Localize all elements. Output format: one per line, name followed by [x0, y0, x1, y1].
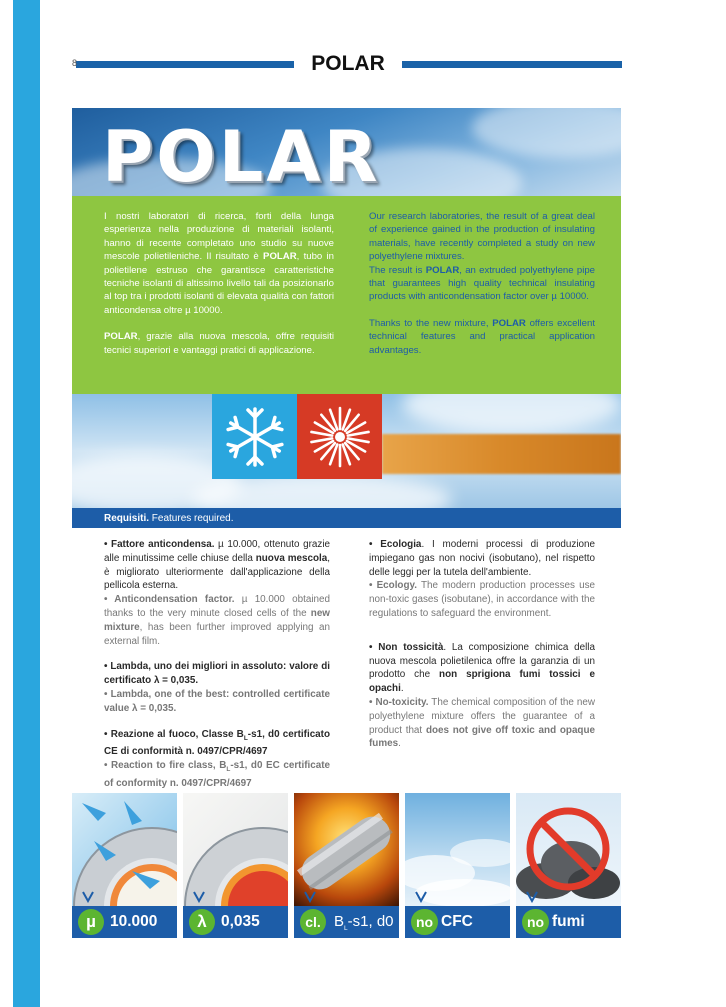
- feature-emphasis: nuova mescola: [255, 552, 328, 564]
- feature-text: µ 10.000 obtained thanks to the very minute closed cells of the: [104, 594, 331, 619]
- no-badge: no: [411, 909, 438, 935]
- tile-value-text: B: [334, 913, 345, 930]
- tile-caption: [294, 906, 399, 938]
- feature-heading: • Ecology.: [369, 580, 418, 592]
- requirements-title-it: Requisiti.: [104, 513, 150, 524]
- chevron-down-icon: [81, 889, 95, 903]
- brand-name: POLAR: [263, 251, 297, 263]
- page-title: POLAR: [311, 52, 385, 75]
- feature-heading: • Non tossicità: [369, 641, 444, 653]
- feature-heading: • Anticondensation factor.: [104, 594, 235, 606]
- feature-text: • Reaction to fire class, B: [104, 760, 227, 772]
- tile-value: 0,035: [221, 913, 260, 930]
- features-right-column: [369, 538, 595, 763]
- intro-it-line: nuove mescole polietileniche. Il risultato è: [104, 237, 334, 263]
- feature-tiles: [72, 793, 621, 938]
- tile-lambda: [183, 793, 288, 938]
- intro-en-text: The result is: [369, 264, 426, 276]
- feature-text: The chemical composition of the new polyethylene mixture offers the guarantee of a product that: [369, 696, 595, 736]
- intro-en-text: Thanks to the new mixture,: [369, 317, 493, 329]
- intro-panel: [72, 196, 621, 394]
- feature-no-toxicity: [369, 641, 595, 751]
- tile-caption: [405, 906, 510, 938]
- requirements-title-en: Features required.: [149, 513, 234, 524]
- feature-text: .: [398, 738, 401, 750]
- tile-value: fumi: [552, 913, 585, 930]
- intro-en-text: , an extruded polyethylene pipe that guarantees high quality technical insulating products with anticondensation factor over µ 10000.: [369, 264, 595, 303]
- subscript: L: [344, 925, 348, 932]
- intro-it-line: hanno di recente completato uno studio su: [104, 237, 303, 249]
- tile-no-cfc: [405, 793, 510, 938]
- class-badge: cl.: [300, 909, 326, 935]
- tile-value-text: -s1, d0: [347, 913, 394, 930]
- tile-value: [334, 906, 394, 945]
- feature-text: The modern production processes use non-toxic gases (isobutane), in accordance with the regulations to safeguard the environment.: [369, 580, 595, 619]
- tile-value: 10.000: [110, 913, 158, 930]
- intro-english: [369, 210, 595, 370]
- tile-caption: [72, 906, 177, 938]
- feature-lambda: [104, 660, 330, 715]
- polar-logo: POLAR: [102, 116, 381, 196]
- sky-image-band: [72, 394, 621, 508]
- chevron-down-icon: [414, 889, 428, 903]
- brand-name: POLAR: [425, 264, 460, 276]
- feature-emphasis: does not give off toxic and opaque fumes: [369, 724, 595, 750]
- features-left-column: [104, 538, 330, 803]
- tile-anticondensation: [72, 793, 177, 938]
- intro-it-line: esperienza nella produzione di materiali isolanti,: [104, 224, 334, 236]
- intro-en-text: Our research laboratories, the result of a great deal of experience gained in the production of insulating materials, have recently completed a study on new polyethylene mixtures.: [369, 211, 595, 263]
- chevron-down-icon: [525, 889, 539, 903]
- tile-caption: [516, 906, 621, 938]
- intro-it-line: I nostri laboratori di ricerca, forti della lunga: [104, 211, 334, 222]
- mu-badge: µ: [78, 909, 104, 935]
- tile-value: CFC: [441, 913, 473, 930]
- chevron-down-icon: [192, 889, 206, 903]
- page-header: [72, 52, 622, 80]
- requirements-bar: [72, 508, 621, 528]
- no-badge: no: [522, 909, 549, 935]
- subscript: L: [243, 734, 248, 742]
- lambda-badge: λ: [189, 909, 215, 935]
- feature-ecology: [369, 538, 595, 621]
- feature-text: -s1, d0 certificato CE di conformità n. 0497/CPR/4697: [104, 728, 330, 758]
- brand-name: POLAR: [492, 317, 526, 329]
- warm-texture: [382, 434, 621, 474]
- intro-it-text: , grazie alla nuova mescola, offre requisiti tecnici superiori e vantaggi pratici di applicazione.: [104, 331, 334, 356]
- feature-text: , has been further improved applying an external film.: [104, 621, 330, 647]
- feature-text: . I moderni processi di produzione impiegano gas non nocivi (isobutano), nel rispetto delle leggi per la tutela dell'ambiente.: [369, 539, 596, 578]
- intro-it-text: , tubo in polietilene estruso che garantisce caratteristiche tecniche isolanti di altissimo livello tali da posizionarlo al top tra i prodotti isolanti di elevata qualità con fattori anticondensa oltre µ 10000.: [104, 251, 335, 316]
- left-color-strip: [13, 0, 40, 1007]
- feature-anticondensation: [104, 538, 330, 648]
- feature-text: • Lambda, uno dei migliori in assoluto: valore di certificato λ = 0,035.: [104, 661, 330, 687]
- header-rule-right: [402, 61, 622, 68]
- sun-burst-icon: [297, 394, 382, 479]
- feature-text: .: [400, 683, 404, 695]
- subscript: L: [226, 766, 231, 774]
- tile-no-fumes: [516, 793, 621, 938]
- feature-fire-class: [104, 728, 330, 791]
- feature-text: -s1, d0 EC certificate of conformity n. 0497/CPR/4697: [104, 760, 330, 789]
- feature-emphasis: non sprigiona fumi tossici e opachi: [369, 669, 595, 695]
- intro-italian: [104, 210, 334, 370]
- feature-text: • Lambda, one of the best: controlled certificate value λ = 0,035.: [104, 688, 330, 714]
- intro-en-text: offers excellent technical features and practical application advantages.: [369, 317, 596, 356]
- feature-text: . La composizione chimica della nuova mescola polietilenica offre la garanzia di un prodotto che: [369, 641, 595, 681]
- page-number: 8: [72, 58, 78, 68]
- feature-text: • Reazione al fuoco, Classe B: [104, 728, 244, 740]
- feature-heading: • Fattore anticondensa.: [104, 539, 215, 550]
- tile-fire-class: [294, 793, 399, 938]
- tile-caption: [183, 906, 288, 938]
- feature-text: , è migliorato ulteriormente dall'applicazione della pellicola esterna.: [104, 552, 330, 592]
- hero-banner: [72, 108, 621, 196]
- chevron-down-icon: [303, 889, 317, 903]
- feature-heading: • Ecologia: [369, 539, 422, 550]
- snowflake-icon: [212, 394, 297, 479]
- brand-name: POLAR: [104, 331, 138, 343]
- feature-heading: • No-toxicity.: [369, 696, 429, 708]
- feature-text: µ 10.000, ottenuto grazie alle minutissime celle chiuse della: [104, 539, 331, 564]
- feature-emphasis: new mixture: [104, 607, 330, 633]
- header-rule-left: [76, 61, 294, 68]
